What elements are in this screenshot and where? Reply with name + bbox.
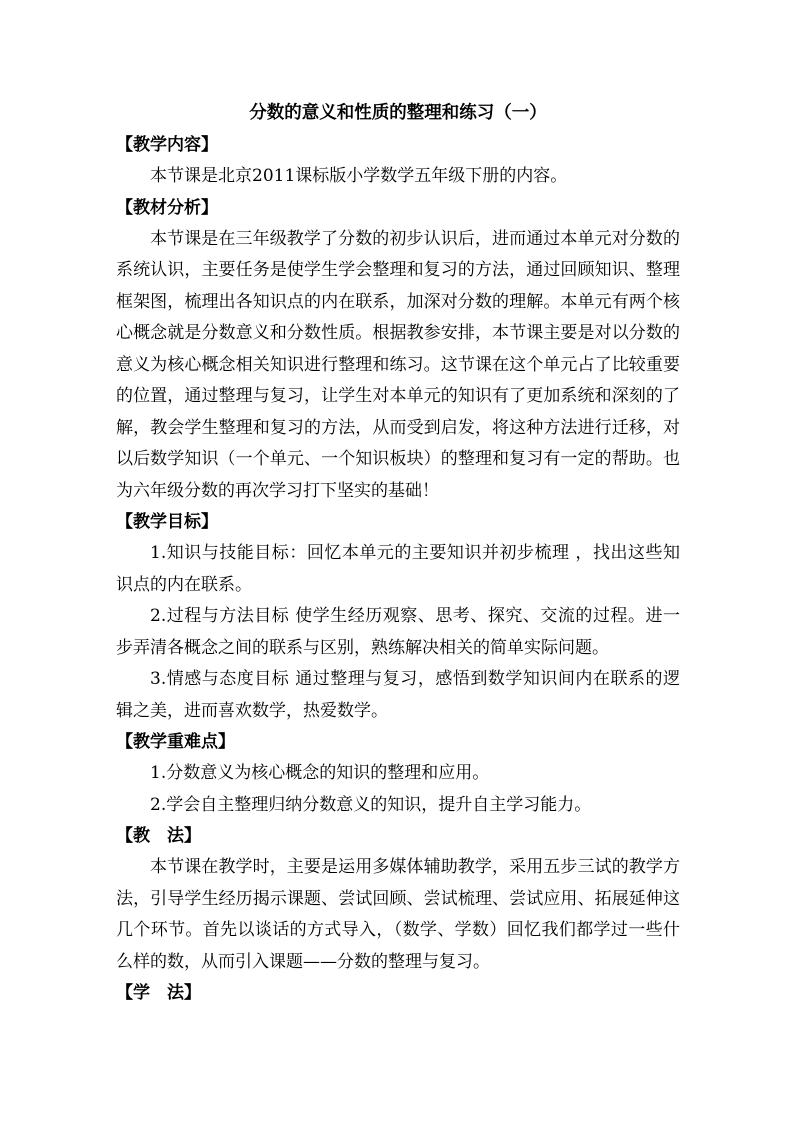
section-heading-objectives: 【教学目标】 xyxy=(116,512,218,532)
section-heading-learning-method: 【学 法】 xyxy=(116,983,201,1003)
section-paragraph: 本节课在教学时，主要是运用多媒体辅助教学，采用五步三试的教学方法，引导学生经历揭示课题、尝试回顾、尝试梳理、尝试应用、拓展延伸这几个环节。首先以谈话的方式导入，（数学、学数）回忆我们都学过一些什么样的数，从而引入课题——分数的整理与复习。 xyxy=(116,857,680,972)
section-heading-analysis: 【教材分析】 xyxy=(116,197,218,218)
section-paragraph: 2.过程与方法目标 使学生经历观察、思考、探究、交流的过程。进一步弄清各概念之间的联系与区别，熟练解决相关的简单实际问题。 xyxy=(116,606,680,658)
section-paragraph: 1.分数意义为核心概念的知识的整理和应用。 xyxy=(150,763,490,783)
section-paragraph: 本节课是在三年级教学了分数的初步认识后，进而通过本单元对分数的系统认识，主要任务是使学生学会整理和复习的方法，通过回顾知识、整理框架图，梳理出各知识点的内在联系，加深对分数的理解。本单元有两个核心概念就是分数意义和分数性质。根据教参安排，本节课主要是对以分数的意义为核心概念相关知识进行整理和练习。这节课在这个单元占了比较重要的位置，通过整理与复习，让学生对本单元的知识有了更加系统和深刻的了解，教会学生整理和复习的方法，从而受到启发，将这种方法进行迁移，对以后数学知识（一个单元、一个知识板块）的整理和复习有一定的帮助。也为六年级分数的再次学习打下坚实的基础！ xyxy=(116,228,680,501)
section-paragraph: 3.情感与态度目标 通过整理与复习，感悟到数学知识间内在联系的逻辑之美，进而喜欢数学，热爱数学。 xyxy=(116,669,680,721)
document-body xyxy=(116,96,680,1009)
section-paragraph: 1.知识与技能目标：回忆本单元的主要知识并初步梳理 ，找出这些知识点的内在联系。 xyxy=(116,543,680,595)
section-heading-teaching-method: 【教 法】 xyxy=(116,826,201,846)
section-heading-content: 【教学内容】 xyxy=(116,135,218,155)
section-paragraph: 本节课是北京2011课标版小学数学五年级下册的内容。 xyxy=(150,166,568,186)
document-title: 分数的意义和性质的整理和练习（一） xyxy=(249,103,547,123)
section-heading-key-points: 【教学重难点】 xyxy=(116,732,235,752)
section-paragraph: 2.学会自主整理归纳分数意义的知识，提升自主学习能力。 xyxy=(150,794,592,815)
